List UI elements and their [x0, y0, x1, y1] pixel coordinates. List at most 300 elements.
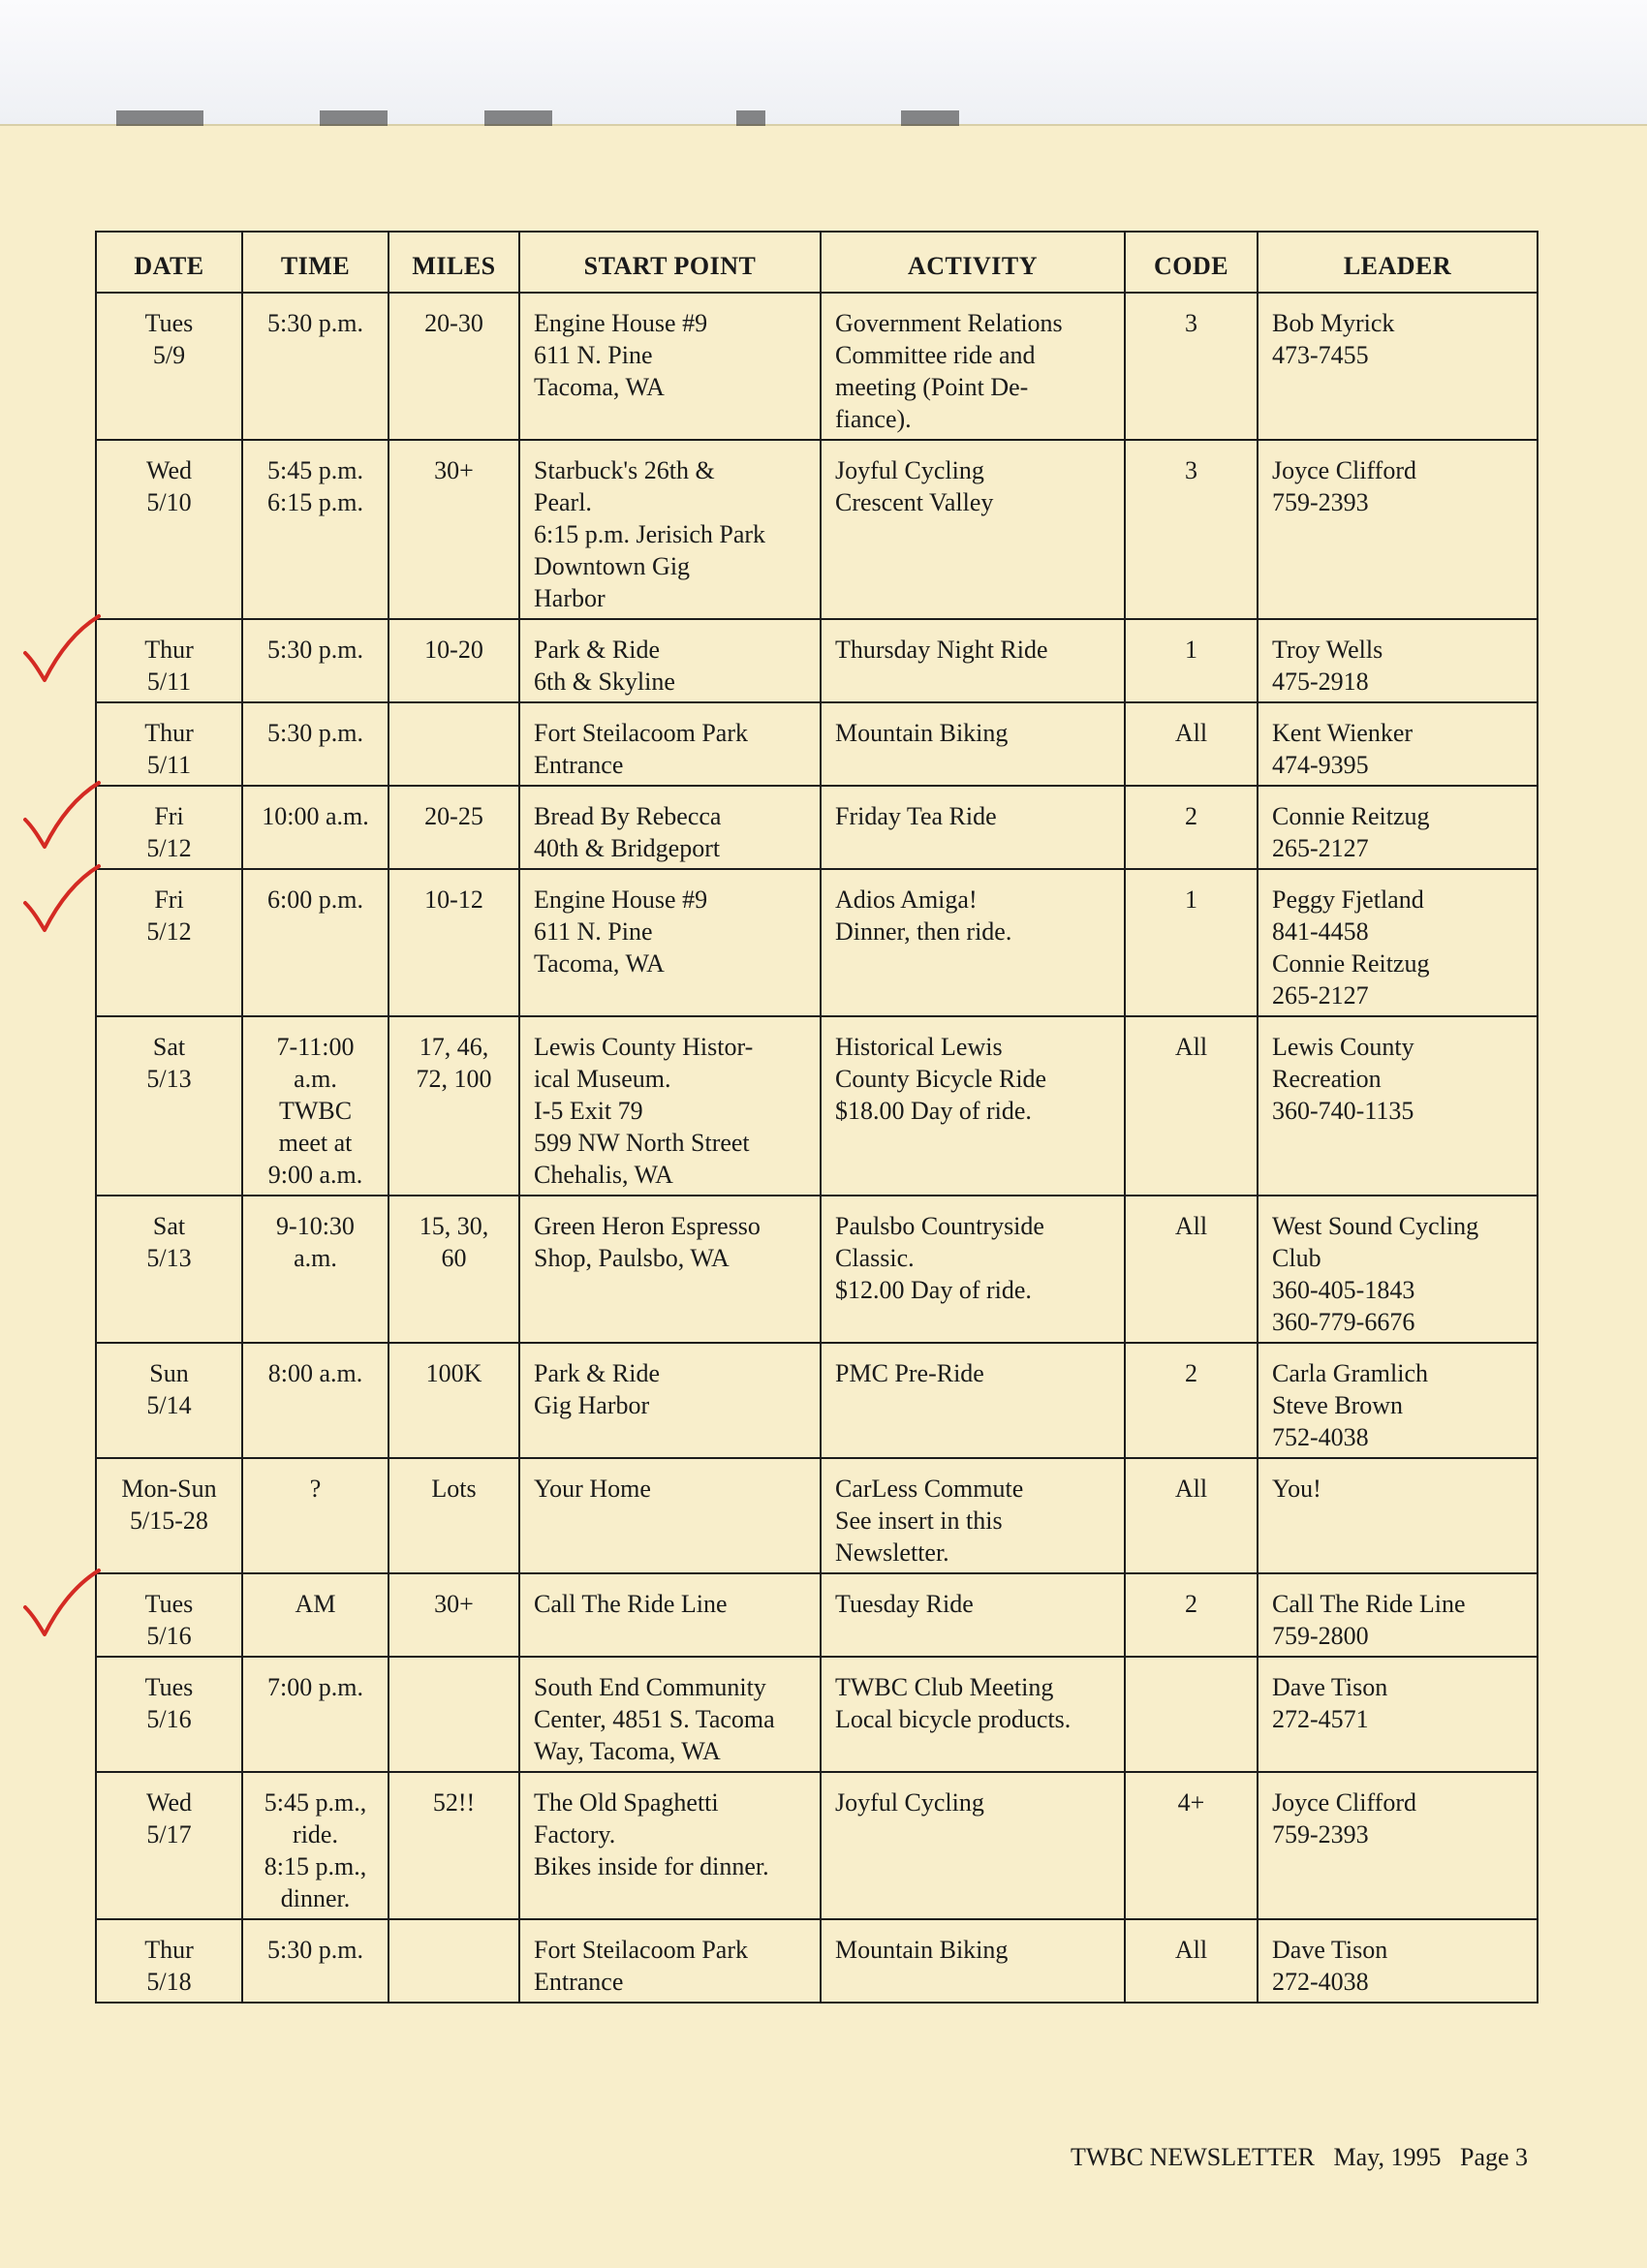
start-point-line: Bikes inside for dinner.: [534, 1852, 769, 1880]
activity-line: Mountain Biking: [835, 719, 1009, 747]
leader-cell: [1258, 1573, 1538, 1657]
bleed-through-mark: [484, 110, 552, 126]
time-line: 8:00 a.m.: [267, 1359, 363, 1387]
miles-cell: [388, 1919, 519, 2003]
date-cell: [96, 1657, 242, 1772]
time-cell: [242, 1919, 388, 2003]
date-line: 5/13: [146, 1244, 192, 1272]
leader-cell: [1258, 702, 1538, 786]
table-row: [96, 619, 1538, 702]
date-cell: [96, 1772, 242, 1919]
start-point-line: Lewis County Histor-: [534, 1033, 754, 1061]
start-point-line: Fort Steilacoom Park: [534, 719, 748, 747]
col-header-miles: MILES: [388, 232, 519, 293]
leader-line: 475-2918: [1272, 668, 1369, 696]
start-point-line: ical Museum.: [534, 1065, 671, 1093]
leader-cell: [1258, 1196, 1538, 1343]
activity-line: Joyful Cycling: [835, 1788, 984, 1817]
leader-line: 759-2393: [1272, 1820, 1369, 1849]
code-line: 2: [1185, 1359, 1197, 1387]
date-line: 5/11: [146, 751, 192, 779]
miles-cell: [388, 869, 519, 1016]
leader-cell: [1258, 293, 1538, 440]
bleed-through-mark: [901, 110, 959, 126]
code-line: All: [1174, 1212, 1208, 1240]
leader-line: Club: [1272, 1244, 1321, 1272]
col-header-start-point: START POINT: [519, 232, 821, 293]
date-line: Sat: [152, 1033, 186, 1061]
date-line: Wed: [146, 1788, 192, 1817]
code-line: All: [1174, 1936, 1208, 1964]
leader-cell: [1258, 1458, 1538, 1573]
time-cell: [242, 786, 388, 869]
activity-line: $18.00 Day of ride.: [835, 1097, 1032, 1125]
footer-publication: TWBC NEWSLETTER: [1071, 2143, 1316, 2171]
start-point-line: Green Heron Espresso: [534, 1212, 761, 1240]
date-line: Sat: [152, 1212, 186, 1240]
code-cell: [1125, 1772, 1258, 1919]
leader-cell: [1258, 1016, 1538, 1196]
schedule-body: [96, 293, 1538, 2003]
code-line: 4+: [1177, 1788, 1205, 1817]
start-point-line: Downtown Gig: [534, 552, 691, 580]
start-point-line: Center, 4851 S. Tacoma: [534, 1705, 775, 1733]
start-point-line: Gig Harbor: [534, 1391, 650, 1419]
table-row: [96, 1573, 1538, 1657]
date-line: 5/14: [146, 1391, 192, 1419]
activity-cell: [821, 1657, 1125, 1772]
activity-cell: [821, 1016, 1125, 1196]
leader-line: Troy Wells: [1272, 636, 1383, 664]
leader-line: Call The Ride Line: [1272, 1590, 1466, 1618]
activity-line: $12.00 Day of ride.: [835, 1276, 1032, 1304]
code-cell: [1125, 1458, 1258, 1573]
time-line: ?: [309, 1475, 322, 1503]
activity-line: fiance).: [835, 405, 912, 433]
miles-cell: [388, 702, 519, 786]
time-line: 9:00 a.m.: [267, 1161, 363, 1189]
leader-cell: [1258, 786, 1538, 869]
activity-line: Classic.: [835, 1244, 915, 1272]
check-mark-icon: [19, 777, 107, 854]
date-line: 5/12: [146, 917, 192, 946]
ride-schedule-table: [95, 231, 1538, 2004]
start-point-line: Park & Ride: [534, 636, 660, 664]
date-cell: [96, 1573, 242, 1657]
leader-line: 360-405-1843: [1272, 1276, 1415, 1304]
leader-cell: [1258, 869, 1538, 1016]
start-point-line: Entrance: [534, 1968, 624, 1996]
start-point-line: Harbor: [534, 584, 606, 612]
start-point-line: Engine House #9: [534, 885, 708, 914]
miles-cell: [388, 1573, 519, 1657]
activity-line: meeting (Point De-: [835, 373, 1029, 401]
activity-cell: [821, 1196, 1125, 1343]
activity-cell: [821, 1919, 1125, 2003]
time-cell: [242, 1772, 388, 1919]
time-line: 7-11:00: [276, 1033, 355, 1061]
leader-line: Dave Tison: [1272, 1936, 1388, 1964]
activity-line: Newsletter.: [835, 1538, 949, 1567]
date-line: 5/9: [152, 341, 186, 369]
leader-line: You!: [1272, 1475, 1321, 1503]
start-point-line: South End Community: [534, 1673, 766, 1701]
activity-line: Dinner, then ride.: [835, 917, 1012, 946]
date-cell: [96, 1458, 242, 1573]
date-line: Mon-Sun: [121, 1475, 217, 1503]
page-footer: [1071, 2143, 1528, 2172]
start-point-line: Chehalis, WA: [534, 1161, 673, 1189]
time-line: 9-10:30: [276, 1212, 355, 1240]
miles-cell: [388, 293, 519, 440]
start-point-cell: [519, 869, 821, 1016]
time-cell: [242, 1573, 388, 1657]
time-line: TWBC: [278, 1097, 353, 1125]
code-cell: [1125, 702, 1258, 786]
start-point-line: Park & Ride: [534, 1359, 660, 1387]
activity-cell: [821, 293, 1125, 440]
start-point-line: 6:15 p.m. Jerisich Park: [534, 520, 766, 548]
code-cell: [1125, 1657, 1258, 1772]
date-cell: [96, 869, 242, 1016]
activity-cell: [821, 1772, 1125, 1919]
col-header-code: CODE: [1125, 232, 1258, 293]
start-point-line: 611 N. Pine: [534, 341, 653, 369]
miles-line: 17, 46,: [419, 1033, 489, 1061]
activity-line: Crescent Valley: [835, 488, 994, 516]
date-line: Thur: [144, 719, 194, 747]
time-line: 10:00 a.m.: [262, 802, 369, 830]
time-line: a.m.: [294, 1065, 337, 1093]
date-line: Sun: [149, 1359, 189, 1387]
miles-cell: [388, 1657, 519, 1772]
time-line: 7:00 p.m.: [267, 1673, 363, 1701]
time-line: dinner.: [280, 1884, 351, 1912]
start-point-cell: [519, 1573, 821, 1657]
col-header-time: TIME: [242, 232, 388, 293]
table-row: [96, 1016, 1538, 1196]
time-cell: [242, 1343, 388, 1458]
footer-date: May, 1995: [1333, 2143, 1442, 2171]
start-point-cell: [519, 1772, 821, 1919]
date-line: 5/16: [146, 1622, 192, 1650]
time-line: a.m.: [294, 1244, 337, 1272]
time-line: AM: [295, 1590, 336, 1618]
bleed-through-mark: [320, 110, 388, 126]
leader-cell: [1258, 619, 1538, 702]
start-point-cell: [519, 702, 821, 786]
start-point-cell: [519, 1458, 821, 1573]
date-cell: [96, 1919, 242, 2003]
start-point-cell: [519, 440, 821, 619]
activity-cell: [821, 786, 1125, 869]
time-cell: [242, 619, 388, 702]
leader-line: Carla Gramlich: [1272, 1359, 1428, 1387]
date-line: Tues: [144, 1673, 194, 1701]
table-row: [96, 1343, 1538, 1458]
start-point-line: Tacoma, WA: [534, 373, 665, 401]
check-mark-icon: [19, 1565, 107, 1642]
start-point-line: Pearl.: [534, 488, 592, 516]
leader-line: Peggy Fjetland: [1272, 885, 1424, 914]
start-point-line: Entrance: [534, 751, 624, 779]
time-line: 5:30 p.m.: [267, 719, 363, 747]
miles-line: 20-25: [424, 802, 483, 830]
leader-line: 272-4571: [1272, 1705, 1369, 1733]
leader-line: 473-7455: [1272, 341, 1369, 369]
date-line: Tues: [144, 1590, 194, 1618]
start-point-line: Tacoma, WA: [534, 949, 665, 978]
leader-line: 265-2127: [1272, 834, 1369, 862]
miles-line: 20-30: [424, 309, 483, 337]
activity-line: CarLess Commute: [835, 1475, 1024, 1503]
start-point-cell: [519, 1919, 821, 2003]
col-header-activity: ACTIVITY: [821, 232, 1125, 293]
activity-line: County Bicycle Ride: [835, 1065, 1047, 1093]
activity-line: Joyful Cycling: [835, 456, 984, 484]
date-cell: [96, 786, 242, 869]
date-cell: [96, 619, 242, 702]
miles-line: 10-12: [424, 885, 483, 914]
start-point-line: Fort Steilacoom Park: [534, 1936, 748, 1964]
start-point-line: Engine House #9: [534, 309, 708, 337]
leader-line: Bob Myrick: [1272, 309, 1395, 337]
start-point-line: Bread By Rebecca: [534, 802, 722, 830]
leader-line: West Sound Cycling: [1272, 1212, 1479, 1240]
miles-line: 60: [441, 1244, 467, 1272]
miles-line: 10-20: [424, 636, 483, 664]
date-line: 5/13: [146, 1065, 192, 1093]
date-line: 5/18: [146, 1968, 192, 1996]
activity-line: Government Relations: [835, 309, 1063, 337]
start-point-line: 40th & Bridgeport: [534, 834, 721, 862]
code-line: 2: [1185, 802, 1197, 830]
leader-cell: [1258, 1343, 1538, 1458]
code-cell: [1125, 293, 1258, 440]
code-cell: [1125, 786, 1258, 869]
start-point-cell: [519, 786, 821, 869]
date-cell: [96, 1196, 242, 1343]
code-line: 3: [1185, 309, 1197, 337]
date-cell: [96, 1016, 242, 1196]
leader-line: 752-4038: [1272, 1423, 1369, 1451]
date-cell: [96, 293, 242, 440]
start-point-cell: [519, 293, 821, 440]
table-row: [96, 1196, 1538, 1343]
time-cell: [242, 1657, 388, 1772]
date-line: 5/17: [146, 1820, 192, 1849]
activity-line: Adios Amiga!: [835, 885, 978, 914]
start-point-cell: [519, 619, 821, 702]
leader-line: 474-9395: [1272, 751, 1369, 779]
leader-line: 841-4458: [1272, 917, 1369, 946]
date-line: 5/10: [146, 488, 192, 516]
time-cell: [242, 293, 388, 440]
leader-line: 759-2800: [1272, 1622, 1369, 1650]
code-line: 1: [1185, 885, 1197, 914]
miles-line: 30+: [434, 456, 474, 484]
activity-line: Friday Tea Ride: [835, 802, 997, 830]
leader-cell: [1258, 1772, 1538, 1919]
miles-cell: [388, 440, 519, 619]
date-cell: [96, 440, 242, 619]
leader-line: Dave Tison: [1272, 1673, 1388, 1701]
col-header-date: DATE: [96, 232, 242, 293]
activity-line: TWBC Club Meeting: [835, 1673, 1054, 1701]
check-mark-icon: [19, 610, 107, 688]
date-cell: [96, 1343, 242, 1458]
time-line: 5:30 p.m.: [267, 1936, 363, 1964]
miles-line: 72, 100: [416, 1065, 492, 1093]
time-line: ride.: [293, 1820, 338, 1849]
table-row: [96, 786, 1538, 869]
code-cell: [1125, 1573, 1258, 1657]
activity-cell: [821, 1343, 1125, 1458]
time-cell: [242, 1196, 388, 1343]
miles-line: 15, 30,: [419, 1212, 489, 1240]
leader-line: Connie Reitzug: [1272, 802, 1430, 830]
table-row: [96, 702, 1538, 786]
start-point-line: Your Home: [534, 1475, 651, 1503]
start-point-cell: [519, 1196, 821, 1343]
code-cell: [1125, 1196, 1258, 1343]
miles-cell: [388, 1343, 519, 1458]
activity-cell: [821, 440, 1125, 619]
leader-cell: [1258, 1657, 1538, 1772]
start-point-line: 6th & Skyline: [534, 668, 675, 696]
table-row: [96, 440, 1538, 619]
start-point-line: Shop, Paulsbo, WA: [534, 1244, 730, 1272]
time-line: 5:45 p.m.: [267, 456, 363, 484]
time-cell: [242, 869, 388, 1016]
leader-line: Lewis County: [1272, 1033, 1414, 1061]
code-line: 2: [1185, 1590, 1197, 1618]
start-point-line: 611 N. Pine: [534, 917, 653, 946]
scanner-background: [0, 0, 1647, 126]
activity-line: Mountain Biking: [835, 1936, 1009, 1964]
leader-line: Steve Brown: [1272, 1391, 1404, 1419]
table-row: [96, 869, 1538, 1016]
table-row: [96, 293, 1538, 440]
date-line: Wed: [146, 456, 192, 484]
footer-page-number: Page 3: [1460, 2143, 1529, 2171]
leader-line: Kent Wienker: [1272, 719, 1414, 747]
start-point-line: Call The Ride Line: [534, 1590, 728, 1618]
leader-cell: [1258, 1919, 1538, 2003]
time-cell: [242, 702, 388, 786]
date-line: 5/12: [146, 834, 192, 862]
code-cell: [1125, 1919, 1258, 2003]
leader-line: 360-779-6676: [1272, 1308, 1415, 1336]
code-cell: [1125, 869, 1258, 1016]
miles-cell: [388, 1196, 519, 1343]
leader-line: Joyce Clifford: [1272, 1788, 1416, 1817]
time-cell: [242, 1016, 388, 1196]
activity-cell: [821, 869, 1125, 1016]
table-row: [96, 1458, 1538, 1573]
code-line: All: [1174, 1033, 1208, 1061]
date-cell: [96, 702, 242, 786]
start-point-line: The Old Spaghetti: [534, 1788, 719, 1817]
time-line: 5:30 p.m.: [267, 636, 363, 664]
time-cell: [242, 440, 388, 619]
check-mark-icon: [19, 860, 107, 938]
activity-line: PMC Pre-Ride: [835, 1359, 984, 1387]
leader-line: 272-4038: [1272, 1968, 1369, 1996]
start-point-line: I-5 Exit 79: [534, 1097, 643, 1125]
activity-line: Local bicycle products.: [835, 1705, 1072, 1733]
leader-line: Recreation: [1272, 1065, 1382, 1093]
code-line: All: [1174, 719, 1208, 747]
date-line: Tues: [144, 309, 194, 337]
bleed-through-mark: [116, 110, 203, 126]
miles-line: 100K: [425, 1359, 482, 1387]
leader-line: Joyce Clifford: [1272, 456, 1416, 484]
activity-cell: [821, 702, 1125, 786]
start-point-line: Starbuck's 26th &: [534, 456, 715, 484]
activity-line: Thursday Night Ride: [835, 636, 1048, 664]
start-point-line: 599 NW North Street: [534, 1129, 750, 1157]
start-point-cell: [519, 1657, 821, 1772]
date-line: Fri: [154, 885, 184, 914]
activity-cell: [821, 1573, 1125, 1657]
date-line: 5/11: [146, 668, 192, 696]
time-line: 5:45 p.m.,: [264, 1788, 367, 1817]
leader-line: 759-2393: [1272, 488, 1369, 516]
date-line: 5/15-28: [130, 1507, 208, 1535]
code-line: 3: [1185, 456, 1197, 484]
code-cell: [1125, 440, 1258, 619]
time-line: 6:15 p.m.: [267, 488, 363, 516]
start-point-cell: [519, 1016, 821, 1196]
date-line: 5/16: [146, 1705, 192, 1733]
header-row: [96, 232, 1538, 293]
start-point-cell: [519, 1343, 821, 1458]
miles-cell: [388, 1016, 519, 1196]
table-row: [96, 1772, 1538, 1919]
table-row: [96, 1657, 1538, 1772]
date-line: Thur: [144, 636, 194, 664]
miles-line: 52!!: [432, 1788, 476, 1817]
miles-cell: [388, 619, 519, 702]
activity-cell: [821, 1458, 1125, 1573]
miles-cell: [388, 1772, 519, 1919]
activity-line: Committee ride and: [835, 341, 1036, 369]
start-point-line: Factory.: [534, 1820, 616, 1849]
activity-cell: [821, 619, 1125, 702]
start-point-line: Way, Tacoma, WA: [534, 1737, 721, 1765]
miles-cell: [388, 1458, 519, 1573]
time-line: 5:30 p.m.: [267, 309, 363, 337]
code-line: 1: [1185, 636, 1197, 664]
leader-cell: [1258, 440, 1538, 619]
code-cell: [1125, 619, 1258, 702]
time-line: meet at: [278, 1129, 353, 1157]
date-line: Thur: [144, 1936, 194, 1964]
leader-line: Connie Reitzug: [1272, 949, 1430, 978]
miles-cell: [388, 786, 519, 869]
activity-line: Paulsbo Countryside: [835, 1212, 1044, 1240]
activity-line: See insert in this: [835, 1507, 1003, 1535]
date-line: Fri: [154, 802, 184, 830]
time-line: 8:15 p.m.,: [264, 1852, 367, 1880]
activity-line: Tuesday Ride: [835, 1590, 974, 1618]
miles-line: 30+: [434, 1590, 474, 1618]
bleed-through-mark: [736, 110, 765, 126]
activity-line: Historical Lewis: [835, 1033, 1003, 1061]
col-header-leader: LEADER: [1258, 232, 1538, 293]
table-row: [96, 1919, 1538, 2003]
